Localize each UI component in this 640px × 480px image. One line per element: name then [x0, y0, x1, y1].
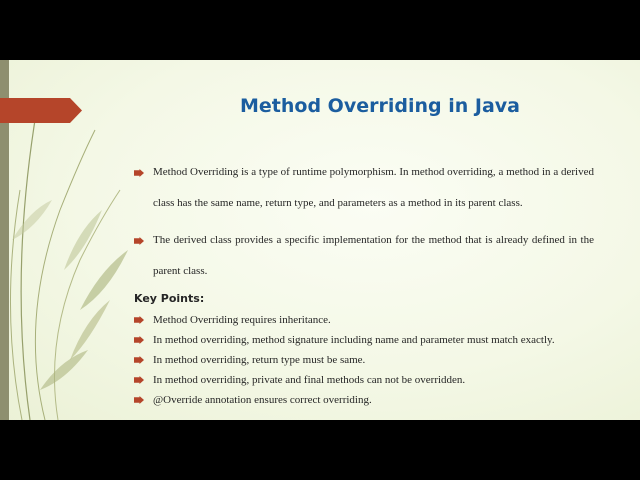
key-point-item — [134, 350, 594, 370]
key-point-item — [134, 370, 594, 390]
slide — [0, 60, 640, 420]
arrow-bullet-icon — [134, 237, 144, 245]
key-point-text: In method overriding, return type must be same. — [153, 354, 366, 366]
paragraph-text: The derived class provides a specific implementation for the method that is already defined in the parent class. — [153, 234, 594, 277]
slide-title: Method Overriding in Java — [240, 95, 520, 117]
key-point-item — [134, 330, 594, 350]
key-point-text: Method Overriding requires inheritance. — [153, 314, 331, 326]
key-points-heading: Key Points: — [134, 292, 205, 305]
arrow-bullet-icon — [134, 376, 144, 384]
arrow-bullet-icon — [134, 396, 144, 404]
arrow-bullet-icon — [134, 169, 144, 177]
key-point-text: In method overriding, method signature including name and parameter must match exactly. — [153, 334, 555, 346]
paragraph-text: Method Overriding is a type of runtime polymorphism. In method overriding, a method in a derived class has the same name, return type, and parameters as a method in its parent class. — [153, 166, 594, 209]
key-point-item — [134, 310, 594, 330]
arrow-bullet-icon — [134, 356, 144, 364]
slide-content — [134, 157, 594, 410]
key-point-text: @Override annotation ensures correct overriding. — [153, 394, 372, 406]
arrow-bullet-icon — [134, 316, 144, 324]
paragraph-bullet — [134, 157, 594, 219]
key-point-item — [134, 390, 594, 410]
title-accent-arrow — [0, 98, 82, 123]
paragraph-bullet — [134, 225, 594, 287]
key-point-text: In method overriding, private and final methods can not be overridden. — [153, 374, 466, 386]
arrow-bullet-icon — [134, 336, 144, 344]
